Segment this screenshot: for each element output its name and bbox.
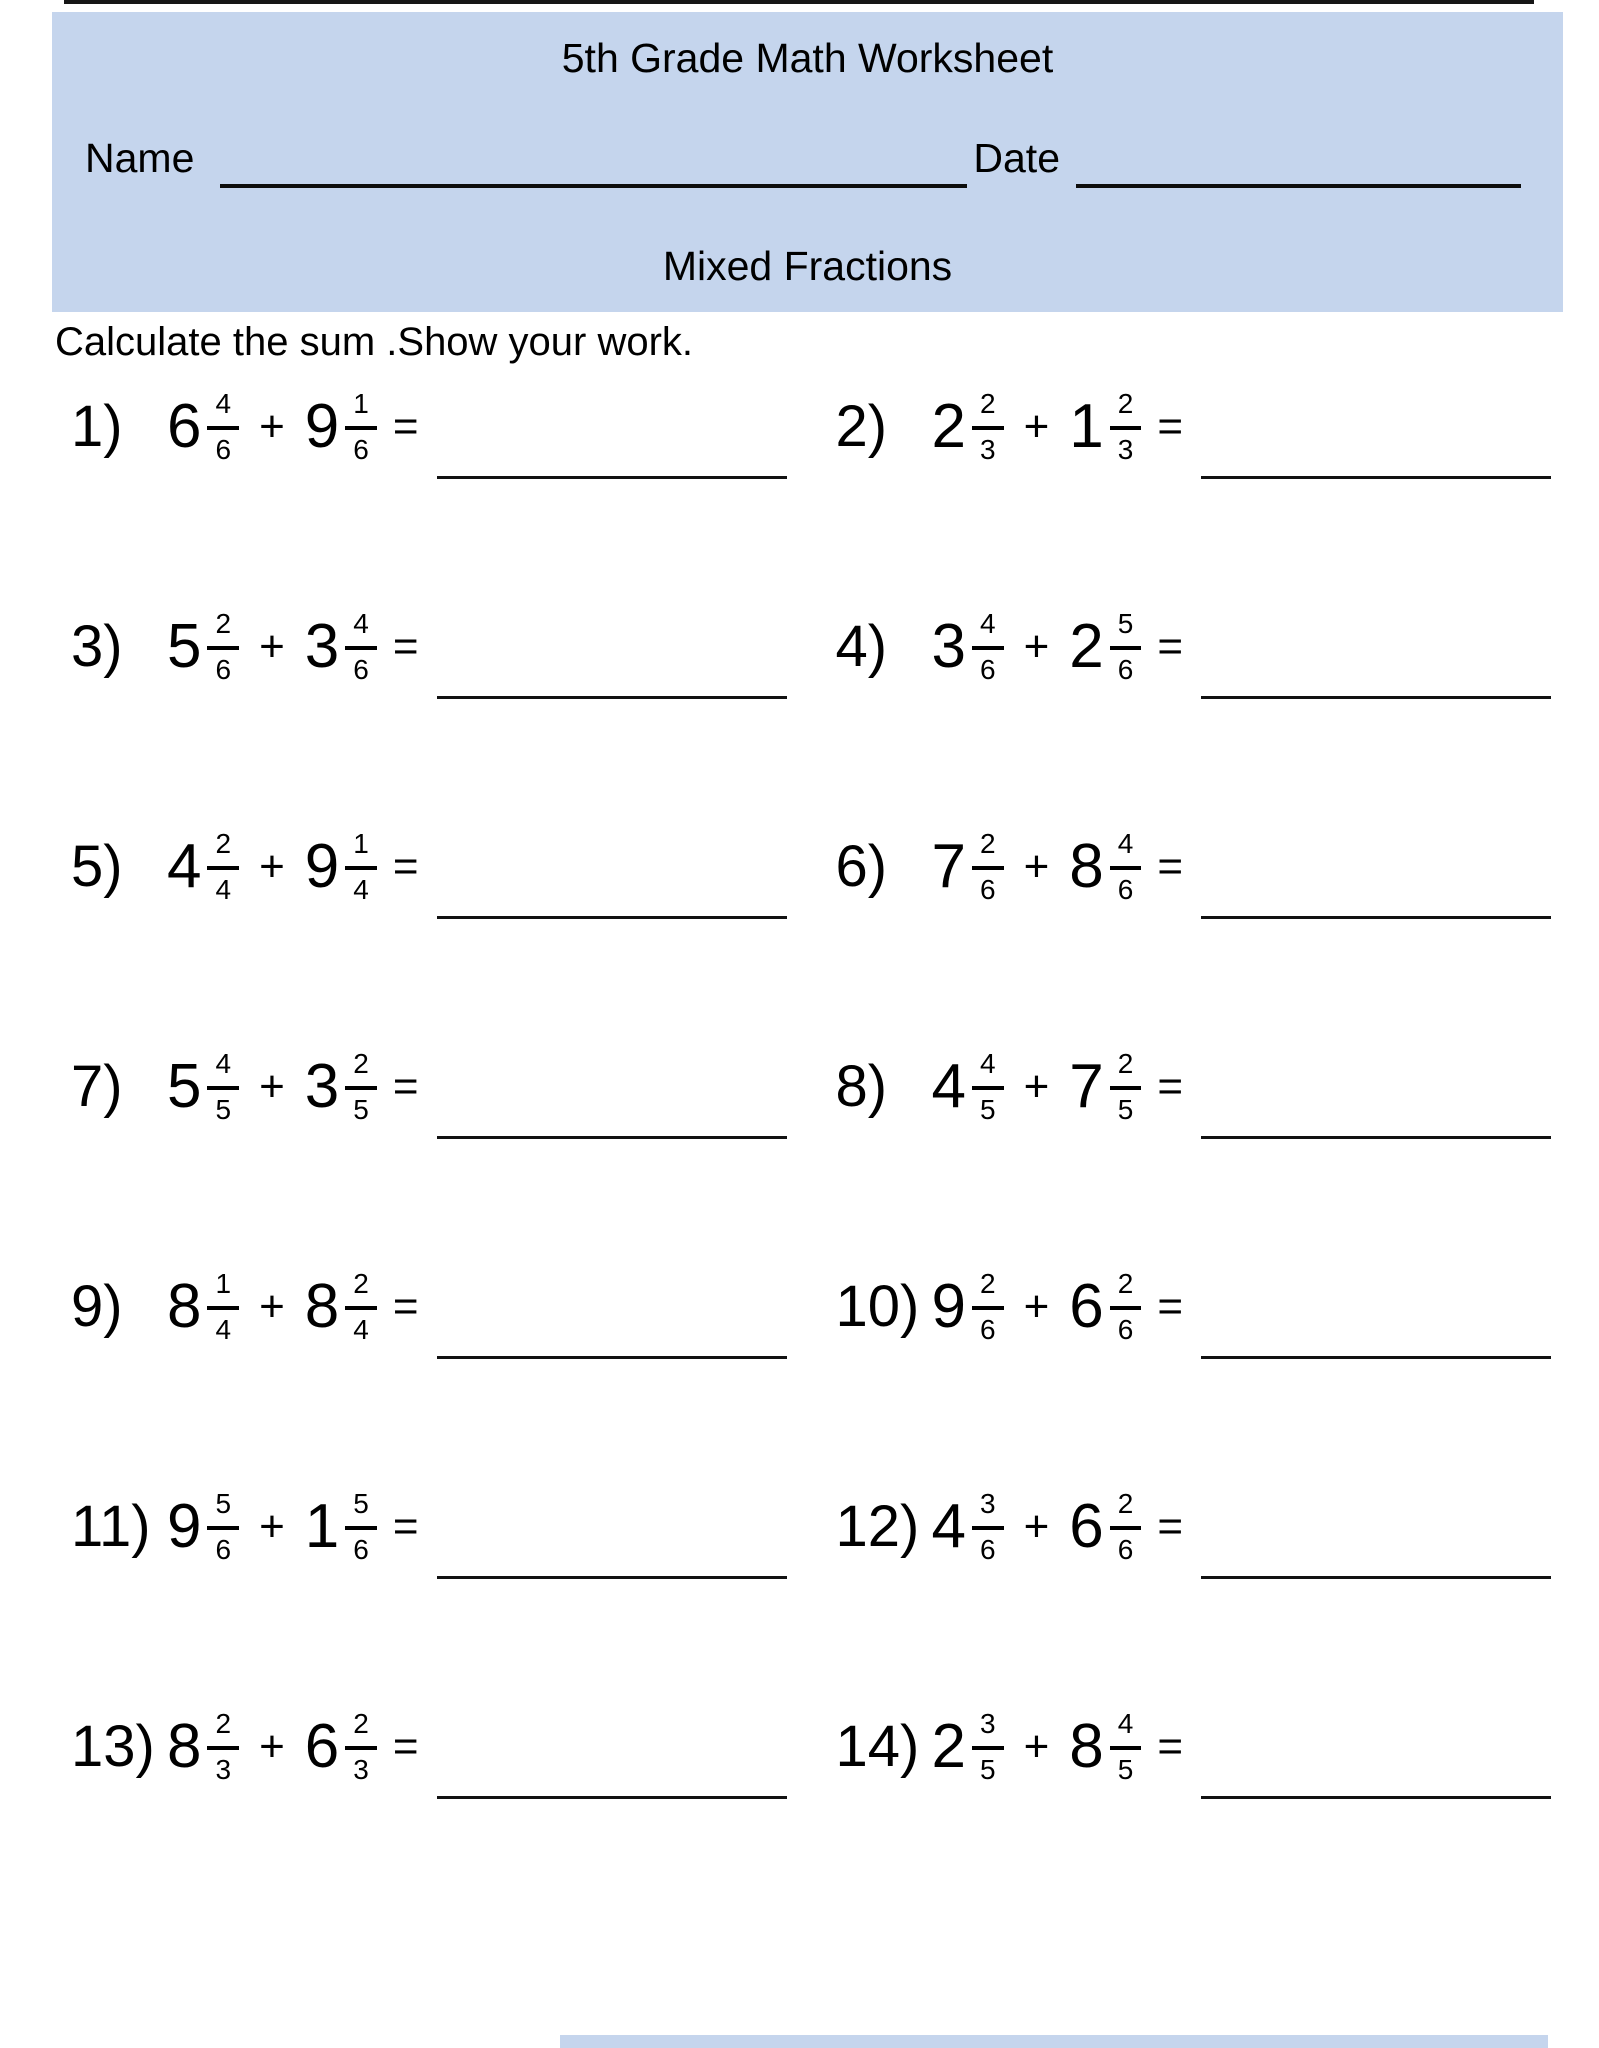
whole-number: 5 [167,1052,202,1121]
equals-sign: = [1157,842,1184,891]
first-mixed-number [932,1710,1004,1784]
fraction-denominator: 3 [979,434,996,465]
fraction [207,610,239,684]
date-label: Date [973,135,1060,181]
fraction [972,1050,1004,1124]
problem-item [820,383,1575,471]
equals-sign: = [1157,1062,1184,1111]
second-mixed-number [1069,390,1141,464]
whole-number: 6 [1069,1272,1104,1341]
fraction [972,610,1004,684]
whole-number: 7 [1069,1052,1104,1121]
problem-number: 7) [71,1054,123,1119]
whole-number: 3 [304,612,340,681]
answer-blank-line[interactable] [437,1136,787,1139]
whole-number: 9 [167,1492,202,1561]
equals-sign: = [1157,1282,1184,1331]
whole-number: 3 [931,612,966,681]
fraction-denominator: 6 [353,654,369,685]
equals-sign: = [1157,1502,1184,1551]
section-title: Mixed Fractions [662,243,953,289]
fraction [345,1050,377,1124]
whole-number: 8 [304,1272,340,1341]
header-band [52,12,1563,312]
fraction-numerator: 4 [207,390,239,430]
fraction [1110,1050,1142,1124]
equals-sign: = [392,622,419,671]
problem-item [820,603,1575,691]
fraction-denominator: 4 [215,1314,232,1345]
fraction-numerator: 4 [1110,1710,1142,1750]
fraction-denominator: 5 [1117,1754,1134,1785]
problem-item [820,1703,1575,1791]
fraction-denominator: 5 [353,1094,369,1125]
fraction [1110,1710,1142,1784]
equals-sign: = [392,842,419,891]
problem-number: 2) [835,394,888,459]
fraction-denominator: 6 [215,1534,232,1565]
fraction-numerator: 2 [972,390,1004,430]
name-date-row [85,135,1521,181]
answer-blank-line[interactable] [1201,476,1551,479]
second-mixed-number [305,1050,377,1124]
fraction [972,1270,1004,1344]
whole-number: 8 [1069,1712,1104,1781]
equals-sign: = [392,1062,419,1111]
fraction-denominator: 3 [1117,434,1134,465]
problem-number: 1) [71,394,123,459]
name-blank-line[interactable] [220,184,967,188]
first-mixed-number [167,1710,239,1784]
problem-item [55,603,810,691]
whole-number: 9 [304,392,340,461]
instructions-text: Calculate the sum .Show your work. [55,320,694,364]
whole-number: 3 [304,1052,340,1121]
equals-sign: = [392,1502,419,1551]
problem-item [55,823,810,911]
first-mixed-number [932,1050,1004,1124]
fraction-denominator: 6 [979,1314,996,1345]
problem-number: 11) [71,1494,151,1559]
fraction-numerator: 2 [207,830,239,870]
first-mixed-number [932,390,1004,464]
whole-number: 8 [167,1272,202,1341]
equals-sign: = [392,402,419,451]
fraction [207,1050,239,1124]
first-mixed-number [932,1490,1004,1564]
first-mixed-number [167,1050,239,1124]
whole-number: 4 [931,1052,966,1121]
problem-item [820,1483,1575,1571]
name-label: Name [85,135,195,181]
second-mixed-number [1069,610,1141,684]
problem-item [820,1263,1575,1351]
fraction [972,390,1004,464]
fraction-denominator: 5 [1117,1094,1134,1125]
fraction [345,1270,377,1344]
fraction-denominator: 6 [1117,1534,1134,1565]
fraction-numerator: 2 [972,830,1004,870]
fraction [1110,830,1142,904]
whole-number: 2 [931,392,966,461]
second-mixed-number [305,1710,377,1784]
first-mixed-number [167,1270,239,1344]
fraction-denominator: 6 [979,654,996,685]
fraction-numerator: 2 [207,610,239,650]
problem-item [55,383,810,471]
fraction-denominator: 4 [353,874,369,905]
fraction [972,1490,1004,1564]
problem-item [55,1263,810,1351]
top-edge-rule [64,0,1534,4]
fraction [345,1490,377,1564]
fraction-numerator: 1 [345,390,377,430]
plus-operator: + [1023,1062,1050,1111]
problem-number: 9) [71,1274,123,1339]
problems-grid [55,383,1574,1923]
problem-item [820,823,1575,911]
whole-number: 9 [931,1272,966,1341]
problem-number: 14) [835,1714,920,1779]
equals-sign: = [1157,622,1184,671]
fraction [345,390,377,464]
equals-sign: = [1157,1722,1184,1771]
second-mixed-number [305,390,377,464]
second-mixed-number [305,1270,377,1344]
fraction-denominator: 3 [215,1754,232,1785]
plus-operator: + [259,402,285,451]
whole-number: 6 [304,1712,340,1781]
fraction-numerator: 2 [1110,1270,1142,1310]
fraction [1110,1490,1142,1564]
whole-number: 2 [1069,612,1104,681]
plus-operator: + [259,1282,285,1331]
answer-blank-line[interactable] [437,1796,787,1799]
equals-sign: = [392,1722,419,1771]
equals-sign: = [1157,402,1184,451]
fraction-denominator: 4 [353,1314,369,1345]
fraction-numerator: 4 [345,610,377,650]
plus-operator: + [259,1502,285,1551]
answer-blank-line[interactable] [437,1356,787,1359]
fraction-denominator: 5 [979,1094,996,1125]
fraction-denominator: 6 [979,874,996,905]
fraction-denominator: 6 [1117,1314,1134,1345]
problem-number: 6) [835,834,888,899]
answer-blank-line[interactable] [1201,1576,1551,1579]
whole-number: 1 [1069,392,1104,461]
plus-operator: + [1023,1722,1050,1771]
whole-number: 1 [304,1492,340,1561]
fraction-numerator: 2 [1110,390,1142,430]
first-mixed-number [167,1490,239,1564]
equals-sign: = [392,1282,419,1331]
answer-blank-line[interactable] [1201,1796,1551,1799]
whole-number: 4 [167,832,202,901]
page-title: 5th Grade Math Worksheet [561,35,1054,81]
second-mixed-number [305,830,377,904]
fraction-numerator: 5 [1110,610,1142,650]
fraction [1110,390,1142,464]
fraction-numerator: 2 [345,1710,377,1750]
second-mixed-number [1069,1270,1141,1344]
first-mixed-number [167,610,239,684]
fraction-numerator: 3 [972,1710,1004,1750]
fraction [345,1710,377,1784]
fraction-denominator: 6 [353,434,369,465]
plus-operator: + [259,622,285,671]
plus-operator: + [259,842,285,891]
fraction-numerator: 2 [345,1270,377,1310]
fraction-denominator: 5 [215,1094,232,1125]
problem-number: 13) [71,1714,155,1779]
fraction-denominator: 6 [215,434,232,465]
whole-number: 2 [931,1712,966,1781]
fraction-numerator: 1 [207,1270,239,1310]
first-mixed-number [932,830,1004,904]
plus-operator: + [1023,622,1050,671]
fraction-numerator: 2 [972,1270,1004,1310]
first-mixed-number [167,830,239,904]
fraction-numerator: 2 [207,1710,239,1750]
fraction [207,830,239,904]
whole-number: 8 [167,1712,202,1781]
fraction-numerator: 3 [972,1490,1004,1530]
first-mixed-number [932,1270,1004,1344]
fraction-denominator: 4 [215,874,232,905]
whole-number: 5 [167,612,202,681]
whole-number: 6 [167,392,202,461]
fraction [207,1270,239,1344]
answer-blank-line[interactable] [1201,696,1551,699]
fraction [345,610,377,684]
fraction-denominator: 5 [979,1754,996,1785]
problem-number: 4) [835,614,888,679]
fraction-numerator: 5 [207,1490,239,1530]
fraction-numerator: 2 [1110,1050,1142,1090]
fraction-numerator: 4 [207,1050,239,1090]
fraction [1110,610,1142,684]
fraction-denominator: 6 [1117,874,1134,905]
answer-blank-line[interactable] [437,696,787,699]
problem-number: 8) [835,1054,888,1119]
fraction-numerator: 4 [1110,830,1142,870]
problem-number: 3) [71,614,123,679]
fraction-numerator: 1 [345,830,377,870]
problem-number: 12) [835,1494,920,1559]
first-mixed-number [167,390,239,464]
date-blank-line[interactable] [1076,184,1521,188]
fraction-numerator: 4 [972,1050,1004,1090]
answer-blank-line[interactable] [1201,1356,1551,1359]
whole-number: 8 [1069,832,1104,901]
plus-operator: + [1023,402,1050,451]
answer-blank-line[interactable] [1201,1136,1551,1139]
problem-item [55,1703,810,1791]
plus-operator: + [1023,842,1050,891]
whole-number: 4 [931,1492,966,1561]
second-mixed-number [305,1490,377,1564]
answer-blank-line[interactable] [437,476,787,479]
plus-operator: + [259,1062,285,1111]
fraction [207,1710,239,1784]
fraction [345,830,377,904]
second-mixed-number [1069,1050,1141,1124]
fraction [207,390,239,464]
fraction-numerator: 2 [1110,1490,1142,1530]
problem-item [55,1483,810,1571]
first-mixed-number [932,610,1004,684]
problem-item [820,1043,1575,1131]
problem-number: 5) [71,834,123,899]
problem-item [55,1043,810,1131]
fraction-numerator: 4 [972,610,1004,650]
fraction-numerator: 2 [345,1050,377,1090]
second-mixed-number [1069,830,1141,904]
fraction-denominator: 6 [215,654,232,685]
whole-number: 6 [1069,1492,1104,1561]
fraction-denominator: 6 [353,1534,369,1565]
second-mixed-number [1069,1490,1141,1564]
plus-operator: + [259,1722,285,1771]
whole-number: 7 [931,832,966,901]
fraction [207,1490,239,1564]
fraction-denominator: 6 [979,1534,996,1565]
answer-blank-line[interactable] [437,1576,787,1579]
fraction [1110,1270,1142,1344]
answer-blank-line[interactable] [437,916,787,919]
plus-operator: + [1023,1502,1050,1551]
whole-number: 9 [304,832,340,901]
fraction-denominator: 3 [353,1754,369,1785]
fraction-denominator: 6 [1117,654,1134,685]
plus-operator: + [1023,1282,1050,1331]
answer-blank-line[interactable] [1201,916,1551,919]
problem-number: 10) [835,1274,920,1339]
second-mixed-number [1069,1710,1141,1784]
fraction-numerator: 5 [345,1490,377,1530]
fraction [972,830,1004,904]
fraction [972,1710,1004,1784]
second-mixed-number [305,610,377,684]
bottom-accent-strip [560,2035,1548,2048]
